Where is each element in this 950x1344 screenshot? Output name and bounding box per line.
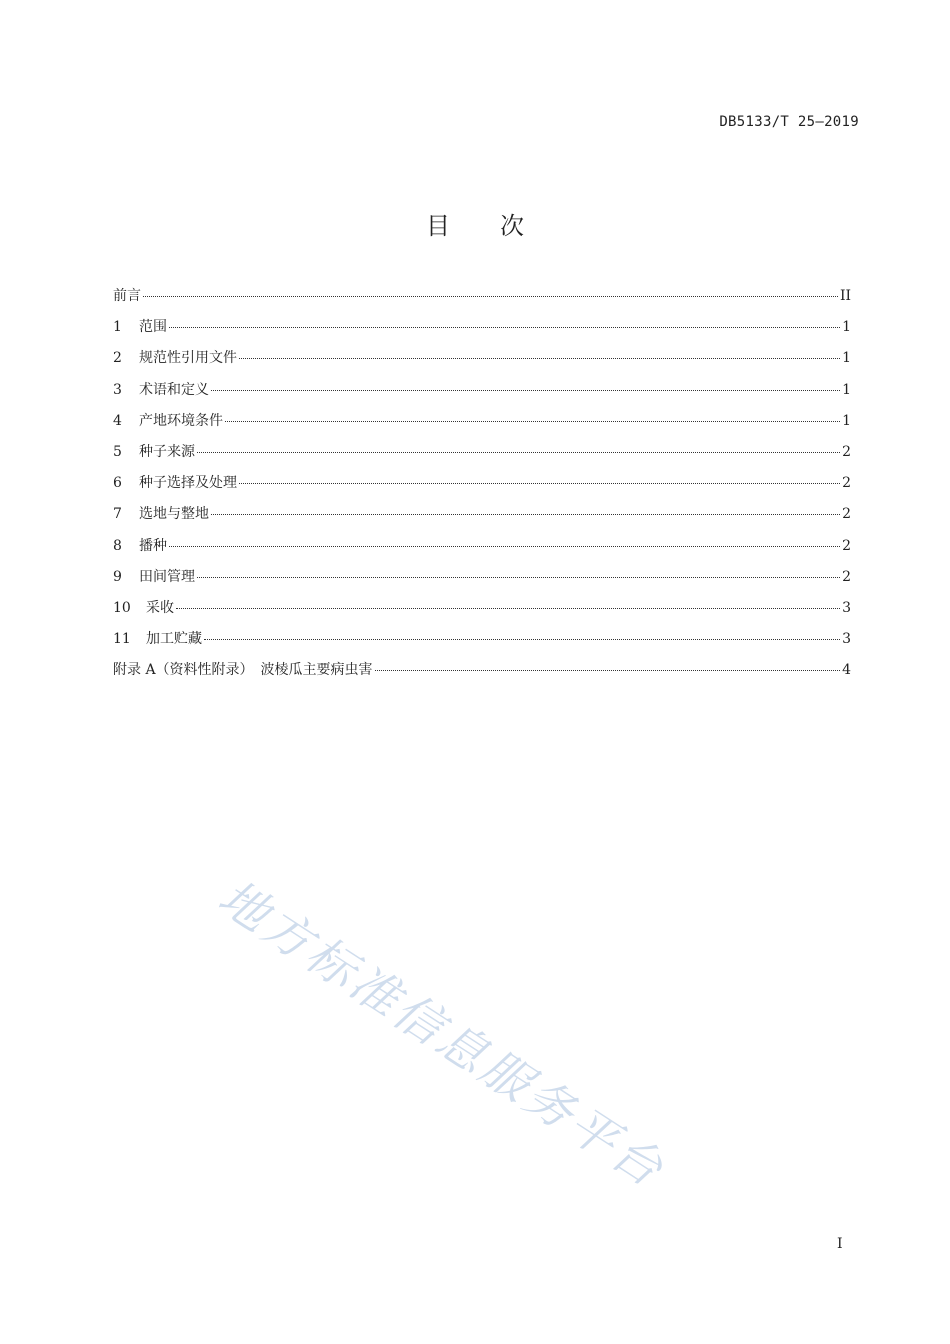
toc-entry-page: 2 [842,506,851,523]
dot-leader [211,390,840,391]
toc-entry-number: 2 [113,350,122,367]
toc-entry-6[interactable] [113,472,851,503]
toc-entry-page: 4 [842,662,851,679]
toc-title-char-2: 次 [500,212,524,240]
toc-entry-label: 加工贮藏 [146,631,202,648]
toc-entry-label: 范围 [139,319,167,336]
toc-entry-8[interactable] [113,535,851,566]
toc-entry-label: 规范性引用文件 [139,350,237,367]
toc-entry-label: 附录 A（资料性附录） 波棱瓜主要病虫害 [113,662,373,679]
toc-entry-page: 2 [842,475,851,492]
toc-entry-5[interactable] [113,441,851,472]
document-code: DB5133/T 25—2019 [719,114,859,130]
toc-entry-11[interactable] [113,628,851,659]
dot-leader [169,327,840,328]
toc-entry-page: 2 [842,537,851,554]
toc-entry-number: 3 [113,381,122,398]
toc-entry-label: 选地与整地 [139,506,209,523]
toc-entry-page: 2 [842,443,851,460]
dot-leader [143,296,838,297]
toc-entry-number: 6 [113,475,122,492]
dot-leader [211,514,840,515]
toc-entry-page: 1 [842,381,851,398]
toc-entry-appendix-a[interactable] [113,659,851,690]
toc-entry-label: 术语和定义 [139,381,209,398]
toc-entry-foreword[interactable] [113,285,851,316]
toc-entry-number: 1 [113,319,122,336]
toc-entry-label: 播种 [139,537,167,554]
toc-entry-label: 田间管理 [139,568,195,585]
dot-leader [239,483,840,484]
toc-entry-label: 采收 [146,599,174,616]
toc-entry-page: 3 [842,631,851,648]
toc-entry-label: 前言 [113,288,141,304]
toc-entry-page: 1 [842,350,851,367]
toc-entry-page: 1 [842,412,851,429]
dot-leader [239,358,840,359]
toc-entry-page: II [839,288,851,304]
dot-leader [197,577,840,578]
toc-title-char-1: 目 [426,212,450,240]
toc-entry-number: 10 [113,599,131,616]
toc-entry-page: 1 [842,319,851,336]
toc-entry-7[interactable] [113,503,851,534]
dot-leader [375,670,841,671]
toc-entry-number: 8 [113,537,122,554]
toc-entry-2[interactable] [113,347,851,378]
toc-entry-number: 9 [113,568,122,585]
dot-leader [204,639,840,640]
toc-entry-label: 种子来源 [139,443,195,460]
dot-leader [197,452,840,453]
toc-entry-number: 4 [113,412,122,429]
toc-entry-4[interactable] [113,410,851,441]
dot-leader [176,608,840,609]
toc-entry-3[interactable] [113,379,851,410]
page-number: I [837,1236,843,1252]
toc-title [0,206,950,241]
watermark: 地方标准信息服务平台 [208,869,676,1200]
toc-entry-label: 种子选择及处理 [139,475,237,492]
toc-entry-9[interactable] [113,566,851,597]
toc-entry-page: 2 [842,568,851,585]
toc-entry-number: 5 [113,443,122,460]
dot-leader [169,546,840,547]
toc-entry-page: 3 [842,599,851,616]
toc-entry-10[interactable] [113,597,851,628]
toc-entry-number: 11 [113,631,131,648]
table-of-contents [113,285,851,690]
dot-leader [225,421,840,422]
toc-entry-1[interactable] [113,316,851,347]
toc-entry-label: 产地环境条件 [139,412,223,429]
toc-entry-number: 7 [113,506,122,523]
